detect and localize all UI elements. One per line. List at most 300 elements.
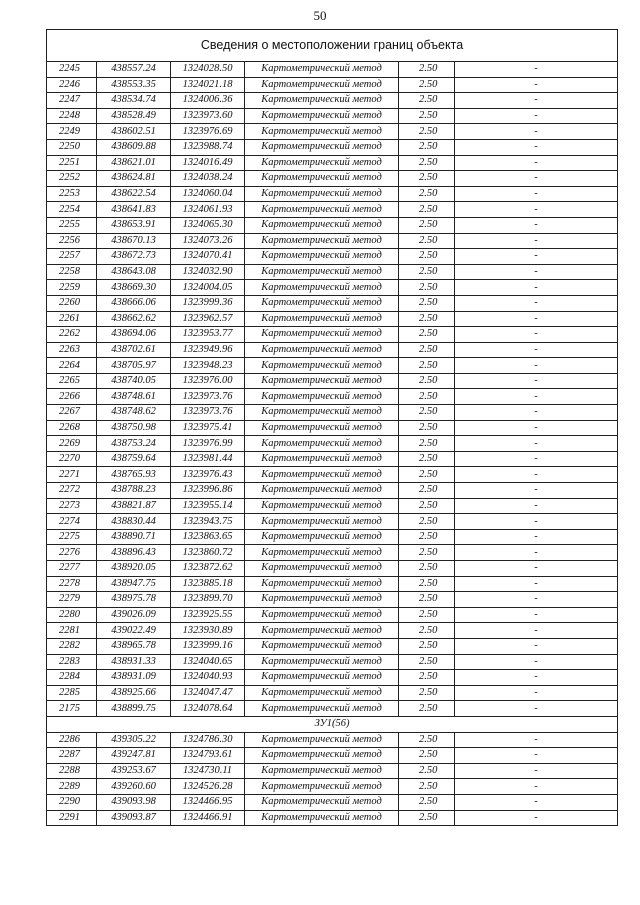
table-row [47,108,618,124]
cell-accuracy: 2.50 [399,155,455,171]
cell-accuracy: 2.50 [399,763,455,779]
cell-coord-y: 1323988.74 [171,139,245,155]
cell-description: - [455,483,618,499]
cell-coord-y: 1324078.64 [171,701,245,717]
cell-accuracy: 2.50 [399,93,455,109]
table-row [47,436,618,452]
cell-method: Картометрический метод [245,62,399,78]
table-row [47,529,618,545]
cell-method: Картометрический метод [245,529,399,545]
cell-description: - [455,93,618,109]
table-row [47,327,618,343]
cell-coord-x: 438821.87 [97,498,171,514]
cell-coord-y: 1323930.89 [171,623,245,639]
cell-description: - [455,124,618,140]
cell-method: Картометрический метод [245,607,399,623]
cell-description: - [455,498,618,514]
cell-coord-x: 438748.62 [97,405,171,421]
table-row [47,763,618,779]
cell-description: - [455,685,618,701]
table-row [47,358,618,374]
cell-coord-x: 438748.61 [97,389,171,405]
cell-accuracy: 2.50 [399,342,455,358]
cell-method: Картометрический метод [245,389,399,405]
cell-coord-y: 1324004.05 [171,280,245,296]
cell-accuracy: 2.50 [399,217,455,233]
cell-description: - [455,62,618,78]
cell-coord-y: 1323872.62 [171,561,245,577]
cell-point-number: 2282 [47,638,97,654]
cell-accuracy: 2.50 [399,498,455,514]
cell-coord-y: 1323885.18 [171,576,245,592]
table-row [47,62,618,78]
cell-description: - [455,264,618,280]
cell-point-number: 2250 [47,139,97,155]
cell-point-number: 2265 [47,373,97,389]
cell-method: Картометрический метод [245,732,399,748]
cell-coord-x: 439253.67 [97,763,171,779]
cell-description: - [455,108,618,124]
cell-coord-x: 438925.66 [97,685,171,701]
cell-coord-x: 438753.24 [97,436,171,452]
cell-coord-x: 438947.75 [97,576,171,592]
cell-coord-x: 439260.60 [97,779,171,795]
cell-point-number: 2284 [47,670,97,686]
cell-point-number: 2270 [47,451,97,467]
cell-method: Картометрический метод [245,779,399,795]
cell-method: Картометрический метод [245,685,399,701]
cell-description: - [455,529,618,545]
table-row [47,794,618,810]
table-row [47,701,618,717]
cell-point-number: 2263 [47,342,97,358]
table-row [47,498,618,514]
cell-accuracy: 2.50 [399,124,455,140]
cell-accuracy: 2.50 [399,685,455,701]
table-row [47,623,618,639]
cell-description: - [455,748,618,764]
cell-point-number: 2246 [47,77,97,93]
table-row [47,420,618,436]
cell-method: Картометрический метод [245,436,399,452]
cell-coord-x: 438534.74 [97,93,171,109]
cell-method: Картометрический метод [245,545,399,561]
cell-coord-x: 438643.08 [97,264,171,280]
cell-description: - [455,249,618,265]
cell-point-number: 2251 [47,155,97,171]
cell-coord-y: 1323975.41 [171,420,245,436]
cell-point-number: 2268 [47,420,97,436]
cell-coord-y: 1323981.44 [171,451,245,467]
cell-method: Картометрический метод [245,420,399,436]
table-row [47,155,618,171]
cell-accuracy: 2.50 [399,592,455,608]
cell-accuracy: 2.50 [399,233,455,249]
cell-point-number: 2287 [47,748,97,764]
cell-description: - [455,514,618,530]
cell-method: Картометрический метод [245,794,399,810]
cell-accuracy: 2.50 [399,249,455,265]
cell-coord-y: 1324061.93 [171,202,245,218]
cell-accuracy: 2.50 [399,467,455,483]
cell-coord-x: 438896.43 [97,545,171,561]
table-row [47,451,618,467]
cell-description: - [455,295,618,311]
cell-coord-y: 1324006.36 [171,93,245,109]
cell-accuracy: 2.50 [399,139,455,155]
cell-method: Картометрический метод [245,186,399,202]
cell-coord-x: 438965.78 [97,638,171,654]
cell-accuracy: 2.50 [399,576,455,592]
cell-point-number: 2254 [47,202,97,218]
cell-method: Картометрический метод [245,249,399,265]
cell-coord-x: 438931.09 [97,670,171,686]
cell-coord-x: 438662.62 [97,311,171,327]
cell-point-number: 2274 [47,514,97,530]
cell-point-number: 2260 [47,295,97,311]
cell-method: Картометрический метод [245,264,399,280]
table-row [47,264,618,280]
table-row [47,732,618,748]
cell-accuracy: 2.50 [399,436,455,452]
cell-method: Картометрический метод [245,202,399,218]
cell-coord-y: 1324786.30 [171,732,245,748]
table-row [47,233,618,249]
cell-coord-x: 438759.64 [97,451,171,467]
cell-method: Картометрический метод [245,623,399,639]
cell-description: - [455,654,618,670]
table-row [47,607,618,623]
cell-coord-x: 438672.73 [97,249,171,265]
cell-accuracy: 2.50 [399,108,455,124]
table-row [47,93,618,109]
cell-accuracy: 2.50 [399,295,455,311]
cell-description: - [455,467,618,483]
table-row [47,186,618,202]
cell-coord-x: 438740.05 [97,373,171,389]
table-row [47,342,618,358]
cell-method: Картометрический метод [245,342,399,358]
table-row [47,124,618,140]
table-row [47,810,618,826]
cell-coord-x: 439026.09 [97,607,171,623]
cell-method: Картометрический метод [245,155,399,171]
table-row [47,779,618,795]
cell-coord-x: 438609.88 [97,139,171,155]
table-row [47,685,618,701]
cell-accuracy: 2.50 [399,638,455,654]
table-row [47,576,618,592]
cell-accuracy: 2.50 [399,483,455,499]
table-row [47,295,618,311]
cell-coord-y: 1324466.91 [171,810,245,826]
cell-method: Картометрический метод [245,654,399,670]
cell-accuracy: 2.50 [399,623,455,639]
cell-accuracy: 2.50 [399,202,455,218]
cell-accuracy: 2.50 [399,405,455,421]
cell-accuracy: 2.50 [399,280,455,296]
table-row [47,483,618,499]
cell-point-number: 2255 [47,217,97,233]
table-row [47,638,618,654]
cell-method: Картометрический метод [245,498,399,514]
cell-coord-y: 1323973.76 [171,389,245,405]
table-row [47,373,618,389]
cell-coord-y: 1324070.41 [171,249,245,265]
cell-coord-y: 1323949.96 [171,342,245,358]
cell-point-number: 2290 [47,794,97,810]
cell-description: - [455,373,618,389]
cell-point-number: 2288 [47,763,97,779]
cell-coord-y: 1323899.70 [171,592,245,608]
cell-point-number: 2248 [47,108,97,124]
cell-coord-x: 438931.33 [97,654,171,670]
cell-description: - [455,545,618,561]
cell-description: - [455,576,618,592]
cell-point-number: 2264 [47,358,97,374]
cell-method: Картометрический метод [245,280,399,296]
cell-coord-x: 438553.35 [97,77,171,93]
table-row [47,592,618,608]
cell-method: Картометрический метод [245,592,399,608]
cell-method: Картометрический метод [245,373,399,389]
cell-method: Картометрический метод [245,701,399,717]
cell-coord-x: 438702.61 [97,342,171,358]
cell-coord-y: 1323976.99 [171,436,245,452]
cell-coord-x: 438750.98 [97,420,171,436]
cell-point-number: 2289 [47,779,97,795]
cell-description: - [455,171,618,187]
cell-coord-y: 1324793.61 [171,748,245,764]
cell-coord-x: 438669.30 [97,280,171,296]
table-row [47,77,618,93]
cell-coord-y: 1323948.23 [171,358,245,374]
cell-coord-x: 438920.05 [97,561,171,577]
cell-coord-x: 438621.01 [97,155,171,171]
table-row [47,748,618,764]
cell-method: Картометрический метод [245,327,399,343]
cell-accuracy: 2.50 [399,264,455,280]
cell-coord-y: 1323955.14 [171,498,245,514]
table-row [47,389,618,405]
cell-coord-x: 439093.87 [97,810,171,826]
table-row [47,217,618,233]
cell-coord-x: 439022.49 [97,623,171,639]
cell-description: - [455,342,618,358]
cell-coord-y: 1323943.75 [171,514,245,530]
cell-accuracy: 2.50 [399,62,455,78]
cell-description: - [455,561,618,577]
cell-method: Картометрический метод [245,405,399,421]
cell-method: Картометрический метод [245,483,399,499]
table-row [47,654,618,670]
cell-coord-y: 1323863.65 [171,529,245,545]
cell-method: Картометрический метод [245,93,399,109]
cell-coord-x: 438653.91 [97,217,171,233]
table-row [47,249,618,265]
cell-coord-x: 438705.97 [97,358,171,374]
cell-description: - [455,202,618,218]
cell-coord-y: 1323953.77 [171,327,245,343]
cell-coord-y: 1324073.26 [171,233,245,249]
cell-method: Картометрический метод [245,233,399,249]
cell-coord-y: 1323976.43 [171,467,245,483]
table-row [47,514,618,530]
cell-accuracy: 2.50 [399,732,455,748]
cell-accuracy: 2.50 [399,77,455,93]
cell-method: Картометрический метод [245,358,399,374]
cell-method: Картометрический метод [245,467,399,483]
cell-coord-y: 1324047.47 [171,685,245,701]
cell-point-number: 2280 [47,607,97,623]
cell-coord-y: 1323999.36 [171,295,245,311]
cell-coord-x: 438622.54 [97,186,171,202]
table-header-row [47,30,618,62]
cell-point-number: 2271 [47,467,97,483]
cell-coord-y: 1323999.16 [171,638,245,654]
cell-point-number: 2266 [47,389,97,405]
cell-point-number: 2269 [47,436,97,452]
page-number: 50 [313,8,327,23]
cell-description: - [455,327,618,343]
cell-coord-x: 438899.75 [97,701,171,717]
cell-coord-y: 1323976.69 [171,124,245,140]
cell-description: - [455,732,618,748]
cell-description: - [455,77,618,93]
cell-point-number: 2276 [47,545,97,561]
cell-accuracy: 2.50 [399,794,455,810]
cell-method: Картометрический метод [245,77,399,93]
cell-accuracy: 2.50 [399,748,455,764]
cell-accuracy: 2.50 [399,529,455,545]
cell-method: Картометрический метод [245,311,399,327]
table-row [47,311,618,327]
cell-method: Картометрический метод [245,576,399,592]
cell-method: Картометрический метод [245,748,399,764]
cell-description: - [455,420,618,436]
cell-coord-x: 439093.98 [97,794,171,810]
cell-point-number: 2256 [47,233,97,249]
cell-accuracy: 2.50 [399,561,455,577]
cell-point-number: 2286 [47,732,97,748]
cell-accuracy: 2.50 [399,186,455,202]
cell-description: - [455,436,618,452]
cell-coord-x: 439247.81 [97,748,171,764]
cell-point-number: 2281 [47,623,97,639]
cell-point-number: 2252 [47,171,97,187]
cell-coord-y: 1324032.90 [171,264,245,280]
cell-coord-y: 1323925.55 [171,607,245,623]
cell-point-number: 2249 [47,124,97,140]
cell-coord-x: 438765.93 [97,467,171,483]
table-row [47,139,618,155]
cell-coord-x: 438602.51 [97,124,171,140]
cell-point-number: 2285 [47,685,97,701]
cell-coord-x: 439305.22 [97,732,171,748]
cell-accuracy: 2.50 [399,670,455,686]
cell-coord-y: 1324730.11 [171,763,245,779]
cell-point-number: 2291 [47,810,97,826]
cell-coord-x: 438890.71 [97,529,171,545]
cell-accuracy: 2.50 [399,327,455,343]
cell-accuracy: 2.50 [399,545,455,561]
cell-coord-y: 1324021.18 [171,77,245,93]
cell-accuracy: 2.50 [399,779,455,795]
cell-description: - [455,217,618,233]
cell-point-number: 2278 [47,576,97,592]
cell-accuracy: 2.50 [399,607,455,623]
cell-point-number: 2245 [47,62,97,78]
cell-description: - [455,701,618,717]
cell-coord-y: 1323962.57 [171,311,245,327]
cell-description: - [455,405,618,421]
cell-method: Картометрический метод [245,108,399,124]
cell-description: - [455,779,618,795]
cell-coord-x: 438528.49 [97,108,171,124]
cell-description: - [455,139,618,155]
cell-coord-x: 438694.06 [97,327,171,343]
cell-description: - [455,638,618,654]
cell-point-number: 2275 [47,529,97,545]
cell-accuracy: 2.50 [399,810,455,826]
cell-description: - [455,311,618,327]
cell-description: - [455,794,618,810]
cell-accuracy: 2.50 [399,654,455,670]
cell-point-number: 2258 [47,264,97,280]
cell-coord-y: 1324028.50 [171,62,245,78]
cell-point-number: 2253 [47,186,97,202]
cell-description: - [455,607,618,623]
section-label: ЗУ1(56) [47,716,618,732]
table-row [47,670,618,686]
cell-accuracy: 2.50 [399,358,455,374]
cell-coord-x: 438641.83 [97,202,171,218]
cell-description: - [455,810,618,826]
table-row [47,467,618,483]
cell-point-number: 2272 [47,483,97,499]
cell-description: - [455,451,618,467]
cell-point-number: 2273 [47,498,97,514]
cell-point-number: 2259 [47,280,97,296]
cell-accuracy: 2.50 [399,171,455,187]
cell-point-number: 2262 [47,327,97,343]
cell-method: Картометрический метод [245,171,399,187]
cell-coord-x: 438788.23 [97,483,171,499]
cell-coord-y: 1324065.30 [171,217,245,233]
cell-accuracy: 2.50 [399,701,455,717]
table-row [47,171,618,187]
cell-description: - [455,155,618,171]
cell-description: - [455,592,618,608]
cell-coord-x: 438975.78 [97,592,171,608]
cell-coord-y: 1323860.72 [171,545,245,561]
cell-method: Картометрический метод [245,810,399,826]
cell-method: Картометрический метод [245,451,399,467]
cell-description: - [455,358,618,374]
cell-accuracy: 2.50 [399,373,455,389]
cell-description: - [455,389,618,405]
cell-method: Картометрический метод [245,638,399,654]
cell-point-number: 2279 [47,592,97,608]
boundary-table [46,29,618,826]
cell-point-number: 2247 [47,93,97,109]
cell-description: - [455,623,618,639]
cell-point-number: 2261 [47,311,97,327]
table-title: Сведения о местоположении границ объекта [47,30,618,62]
cell-coord-x: 438666.06 [97,295,171,311]
section-row [47,716,618,732]
cell-point-number: 2277 [47,561,97,577]
